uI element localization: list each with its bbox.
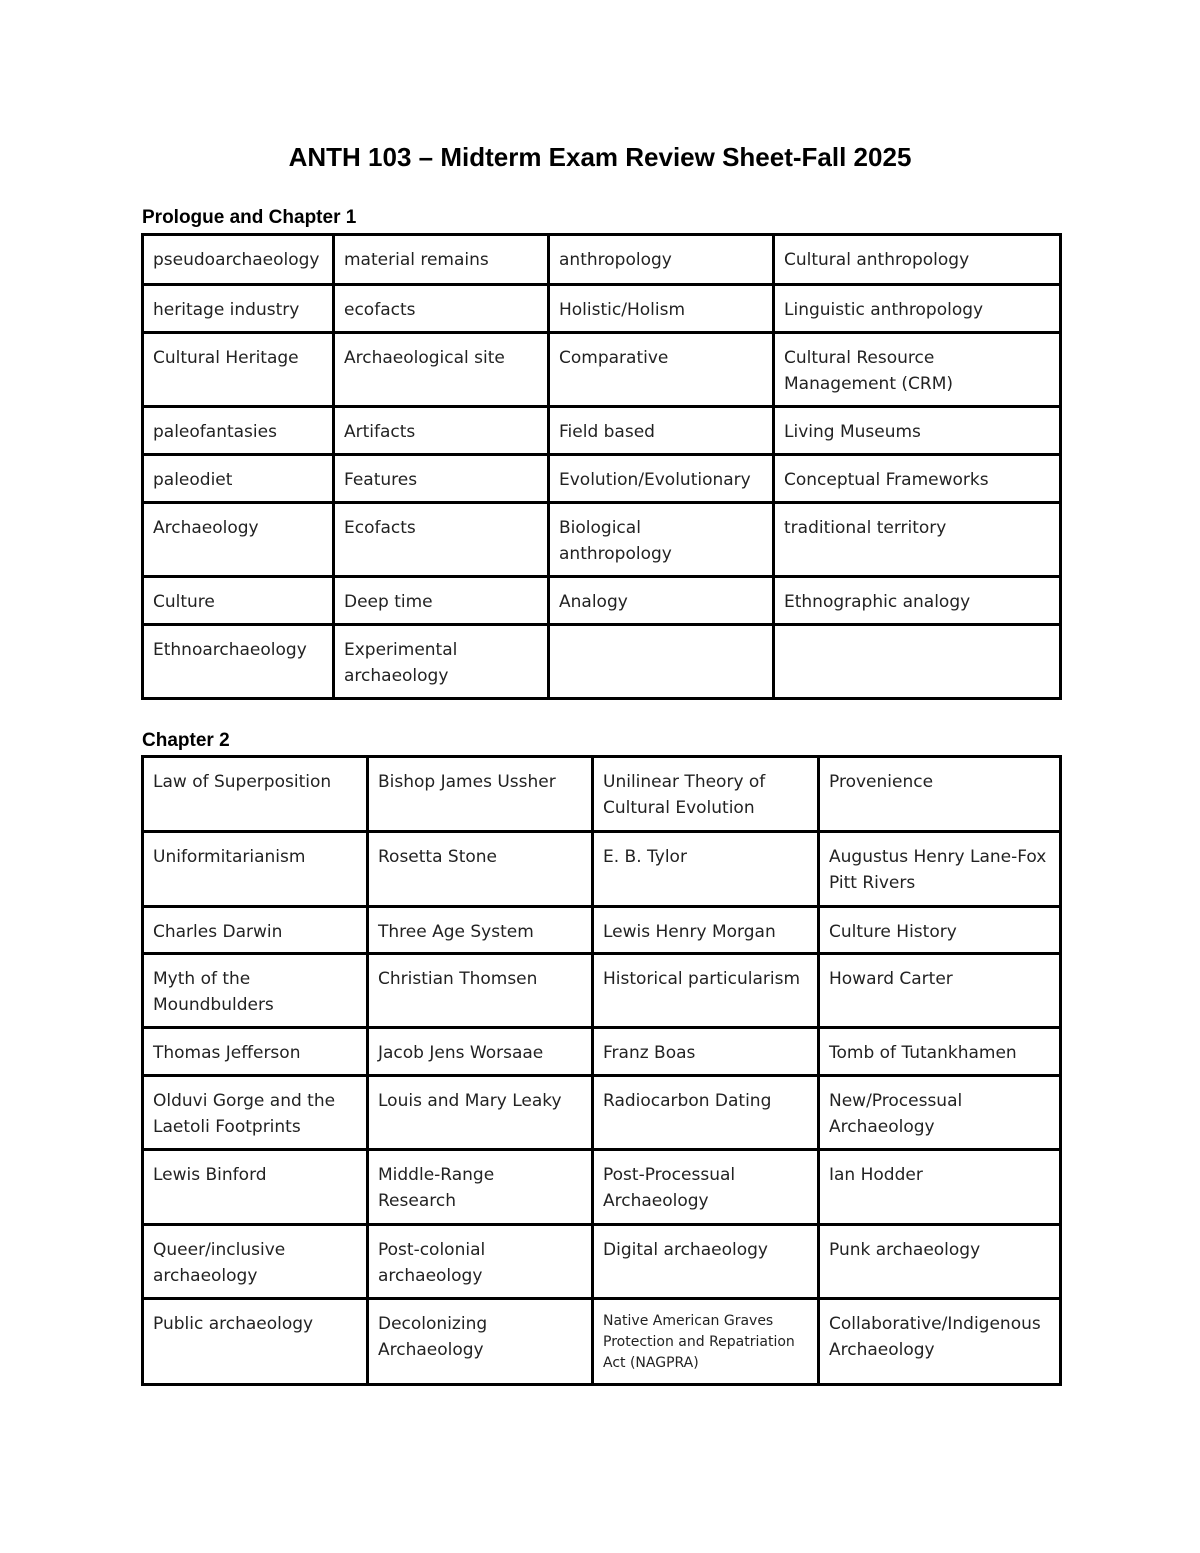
term-cell: Law of Superposition (143, 757, 368, 832)
term-cell: Radiocarbon Dating (593, 1076, 819, 1150)
term-cell: pseudoarchaeology (143, 235, 334, 285)
section-heading-chapter-2: Chapter 2 (142, 730, 230, 751)
term-cell: Bishop James Ussher (368, 757, 593, 832)
term-cell: Features (334, 455, 549, 503)
term-cell: Myth of the Moundbulders (143, 954, 368, 1028)
table-row (143, 1225, 1061, 1299)
term-cell: material remains (334, 235, 549, 285)
term-cell: Louis and Mary Leaky (368, 1076, 593, 1150)
term-cell: Post-Processual Archaeology (593, 1150, 819, 1225)
term-cell: Analogy (549, 577, 774, 625)
term-cell: Experimental archaeology (334, 625, 549, 699)
table-row (143, 1299, 1061, 1385)
term-cell: Deep time (334, 577, 549, 625)
term-cell: Comparative (549, 333, 774, 407)
table-row (143, 625, 1061, 699)
table-row (143, 503, 1061, 577)
table-row (143, 455, 1061, 503)
term-cell: Ecofacts (334, 503, 549, 577)
term-cell: heritage industry (143, 285, 334, 333)
terms-table-chapter-2 (141, 755, 1062, 1386)
document-title: ANTH 103 – Midterm Exam Review Sheet-Fall 2025 (288, 142, 912, 172)
term-cell: Lewis Henry Morgan (593, 907, 819, 954)
term-cell: Artifacts (334, 407, 549, 455)
term-cell: Cultural anthropology (774, 235, 1061, 285)
section-heading-prologue-chapter-1: Prologue and Chapter 1 (142, 207, 357, 228)
term-cell: Unilinear Theory of Cultural Evolution (593, 757, 819, 832)
terms-table-prologue-chapter-1 (141, 233, 1062, 700)
term-cell: Evolution/Evolutionary (549, 455, 774, 503)
term-cell: Lewis Binford (143, 1150, 368, 1225)
term-cell: Native American Graves Protection and Repatriation Act (NAGPRA) (593, 1299, 819, 1385)
term-cell: Historical particularism (593, 954, 819, 1028)
table-row (143, 285, 1061, 333)
term-cell: Living Museums (774, 407, 1061, 455)
term-cell: paleodiet (143, 455, 334, 503)
term-cell: traditional territory (774, 503, 1061, 577)
table-row (143, 1076, 1061, 1150)
term-cell: Ethnographic analogy (774, 577, 1061, 625)
term-cell: Decolonizing Archaeology (368, 1299, 593, 1385)
table-row (143, 757, 1061, 832)
term-cell: Post-colonial archaeology (368, 1225, 593, 1299)
empty-cell (774, 625, 1061, 699)
term-cell: Howard Carter (819, 954, 1061, 1028)
term-cell: Middle-Range Research (368, 1150, 593, 1225)
term-cell: Thomas Jefferson (143, 1028, 368, 1076)
table-row (143, 333, 1061, 407)
term-cell: Charles Darwin (143, 907, 368, 954)
term-cell: Holistic/Holism (549, 285, 774, 333)
term-cell: Olduvi Gorge and the Laetoli Footprints (143, 1076, 368, 1150)
term-cell: Archaeological site (334, 333, 549, 407)
term-cell: Culture History (819, 907, 1061, 954)
term-cell: Cultural Heritage (143, 333, 334, 407)
term-cell: Culture (143, 577, 334, 625)
table-row (143, 577, 1061, 625)
term-cell: anthropology (549, 235, 774, 285)
term-cell: New/Processual Archaeology (819, 1076, 1061, 1150)
term-cell: Christian Thomsen (368, 954, 593, 1028)
term-cell: Tomb of Tutankhamen (819, 1028, 1061, 1076)
table-row (143, 1150, 1061, 1225)
table-row (143, 235, 1061, 285)
table-row (143, 407, 1061, 455)
term-cell: Collaborative/Indigenous Archaeology (819, 1299, 1061, 1385)
term-cell: Rosetta Stone (368, 832, 593, 907)
term-cell: Augustus Henry Lane-Fox Pitt Rivers (819, 832, 1061, 907)
term-cell: Three Age System (368, 907, 593, 954)
term-cell: Punk archaeology (819, 1225, 1061, 1299)
term-cell: Provenience (819, 757, 1061, 832)
term-cell: ecofacts (334, 285, 549, 333)
term-cell: Queer/inclusive archaeology (143, 1225, 368, 1299)
term-cell: Cultural Resource Management (CRM) (774, 333, 1061, 407)
term-cell: Ethnoarchaeology (143, 625, 334, 699)
term-cell: paleofantasies (143, 407, 334, 455)
table-row (143, 954, 1061, 1028)
term-cell: Conceptual Frameworks (774, 455, 1061, 503)
term-cell: Ian Hodder (819, 1150, 1061, 1225)
table-row (143, 832, 1061, 907)
term-cell: E. B. Tylor (593, 832, 819, 907)
table-row (143, 1028, 1061, 1076)
empty-cell (549, 625, 774, 699)
term-cell: Uniformitarianism (143, 832, 368, 907)
term-cell: Field based (549, 407, 774, 455)
term-cell: Digital archaeology (593, 1225, 819, 1299)
term-cell: Linguistic anthropology (774, 285, 1061, 333)
term-cell: Franz Boas (593, 1028, 819, 1076)
term-cell: Archaeology (143, 503, 334, 577)
table-row (143, 907, 1061, 954)
term-cell: Public archaeology (143, 1299, 368, 1385)
term-cell: Biological anthropology (549, 503, 774, 577)
term-cell: Jacob Jens Worsaae (368, 1028, 593, 1076)
